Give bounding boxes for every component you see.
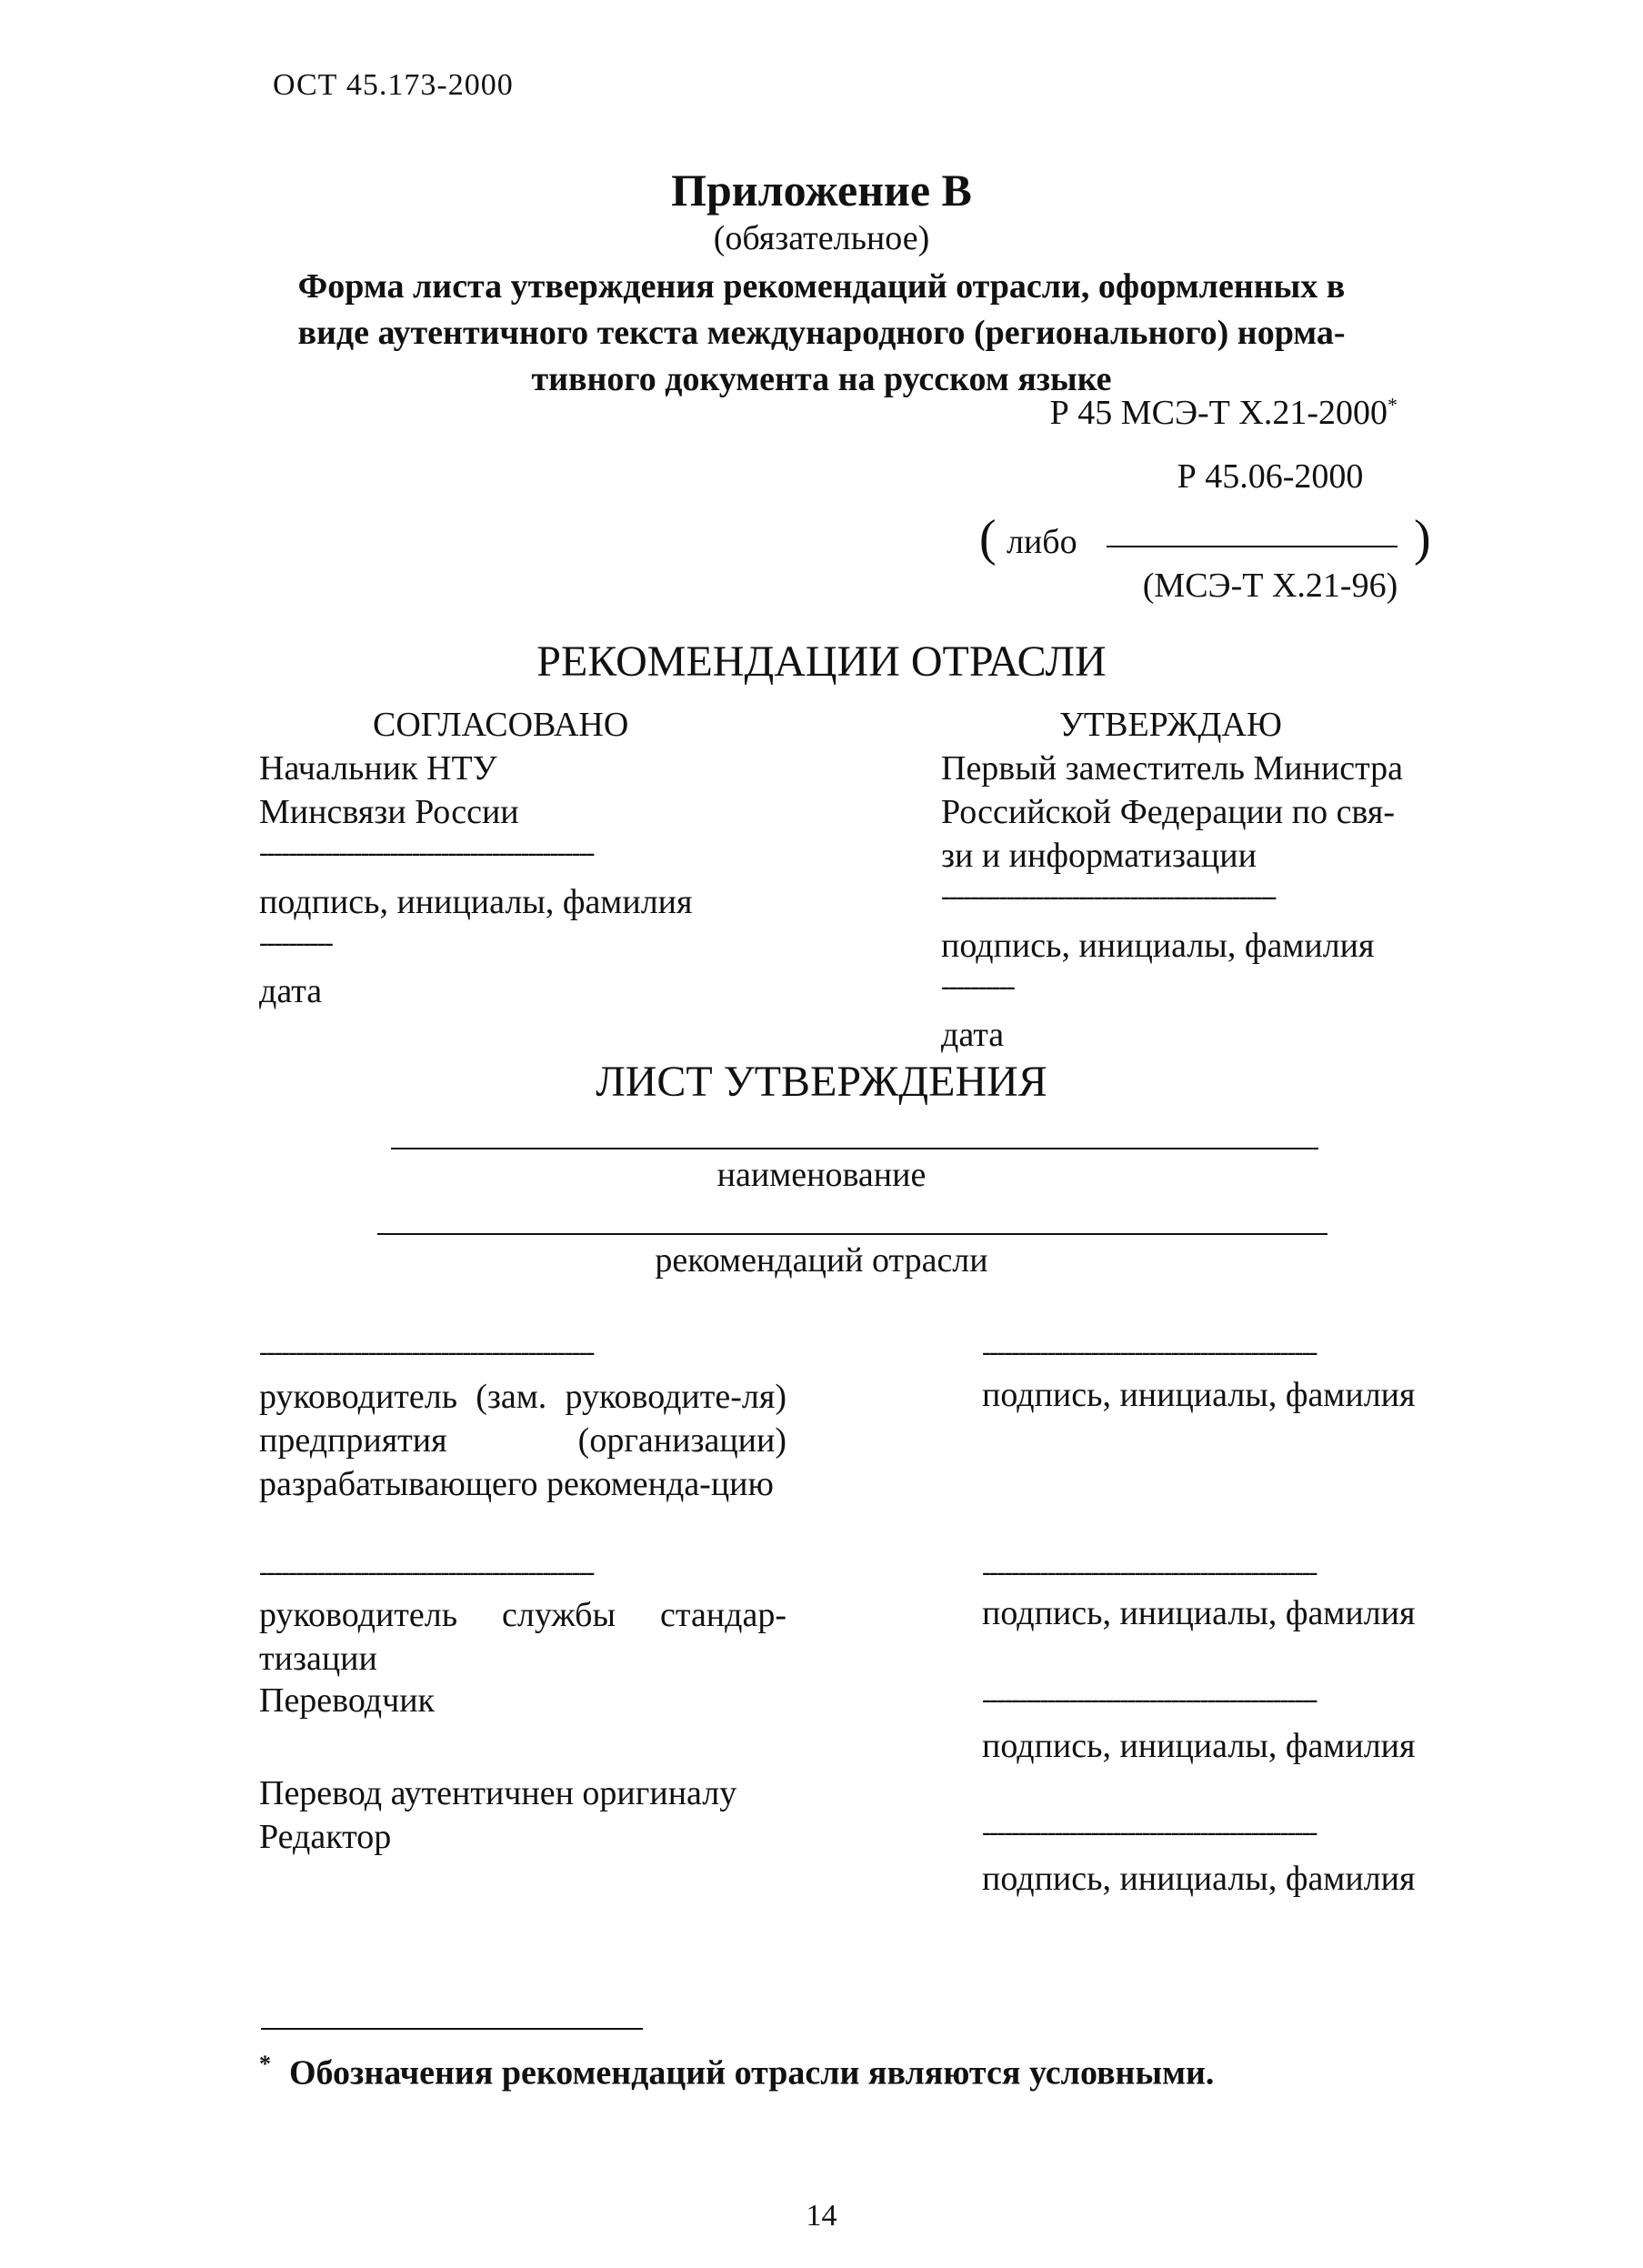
approval-sheet-title: ЛИСТ УТВЕРЖДЕНИЯ xyxy=(596,1058,1047,1106)
name-label: наименование xyxy=(716,1156,927,1194)
form-title-line: Форма листа утверждения рекомендаций отрасли, оформленных в xyxy=(297,267,1346,306)
agreed-signature-line: ---------------------------------------------- xyxy=(259,838,594,868)
document-code: ОСТ 45.173-2000 xyxy=(273,68,514,102)
alternative-numerator: Р 45.06-2000 xyxy=(1177,457,1364,496)
agreed-date-line: ---------- xyxy=(259,928,332,958)
close-paren: ) xyxy=(1414,510,1431,567)
appendix-title: Приложение В xyxy=(671,165,972,216)
translator-signature-label: подпись, инициалы, фамилия xyxy=(982,1727,1416,1765)
editor-signature-line: ---------------------------------------------- xyxy=(982,1817,1317,1847)
recommendation-number xyxy=(1050,393,1398,433)
form-title xyxy=(0,264,1643,403)
footnote-marker: * xyxy=(1388,393,1398,416)
appendix-status: (обязательное) xyxy=(713,219,930,257)
authentic-translation-label: Перевод аутентичнен оригиналу xyxy=(259,1774,737,1812)
editor-label: Редактор xyxy=(259,1818,392,1856)
editor-signature-label: подпись, инициалы, фамилия xyxy=(982,1860,1416,1898)
agreed-line-1: Начальник НТУ xyxy=(259,749,497,788)
footnote-star: * xyxy=(259,2051,271,2077)
translator-signature-line: ---------------------------------------------- xyxy=(982,1684,1317,1714)
form-title-line: тивного документа на русском языке xyxy=(531,360,1112,398)
form-title-line: виде аутентичного текста международного (регионального) норма- xyxy=(297,314,1346,352)
standards-signature-line-left: ---------------------------------------------- xyxy=(259,1557,594,1587)
footnote xyxy=(259,2051,1214,2093)
alternative-denominator: (МСЭ-Т Х.21-96) xyxy=(1142,567,1398,605)
agreed-line-2: Минсвязи России xyxy=(259,793,519,831)
approve-line-1: Первый заместитель Министра xyxy=(941,749,1404,788)
page-number: 14 xyxy=(806,2199,837,2233)
standards-signature-label: подпись, инициалы, фамилия xyxy=(982,1594,1416,1632)
standards-position-text: руководитель службы стандар-тизации xyxy=(259,1596,786,1678)
fraction-line xyxy=(1107,546,1398,547)
footnote-rule xyxy=(261,2028,643,2030)
recommendation-label: рекомендаций отрасли xyxy=(655,1241,988,1280)
open-paren: ( xyxy=(979,510,997,567)
agreed-signature-label: подпись, инициалы, фамилия xyxy=(259,883,693,921)
approve-date-label: дата xyxy=(941,1016,1005,1054)
agreed-heading: СОГЛАСОВАНО xyxy=(373,706,629,744)
head-position-text: руководитель (зам. руководите-ля) предприятия (организации) разрабатывающего рекоменда-цию xyxy=(259,1378,786,1503)
recommendation-underline xyxy=(377,1233,1327,1235)
name-underline xyxy=(391,1148,1318,1149)
agreed-date-label: дата xyxy=(259,972,323,1010)
approve-signature-label: подпись, инициалы, фамилия xyxy=(941,927,1375,965)
recommendation-number-text: Р 45 МСЭ-Т Х.21-2000 xyxy=(1049,394,1388,432)
approve-heading: УТВЕРЖДАЮ xyxy=(1059,706,1282,744)
approve-line-2: Российской Федерации по свя- xyxy=(941,793,1396,831)
translator-label: Переводчик xyxy=(259,1681,436,1720)
recommendations-heading: РЕКОМЕНДАЦИИ ОТРАСЛИ xyxy=(536,637,1107,686)
approve-date-line: ---------- xyxy=(941,971,1014,1001)
approve-line-3: зи и информатизации xyxy=(941,837,1257,875)
alternative-word: либо xyxy=(1007,523,1077,561)
approve-signature-line: ---------------------------------------------- xyxy=(941,881,1276,911)
standards-signature-line-right: ---------------------------------------------- xyxy=(982,1557,1317,1587)
head-signature-line-right: ---------------------------------------------- xyxy=(982,1337,1317,1367)
head-signature-line-left: ---------------------------------------------- xyxy=(259,1337,594,1367)
head-signature-label: подпись, инициалы, фамилия xyxy=(982,1376,1416,1414)
footnote-text: Обозначения рекомендаций отрасли являются условными. xyxy=(289,2053,1215,2092)
alternative-designation xyxy=(979,457,1452,611)
